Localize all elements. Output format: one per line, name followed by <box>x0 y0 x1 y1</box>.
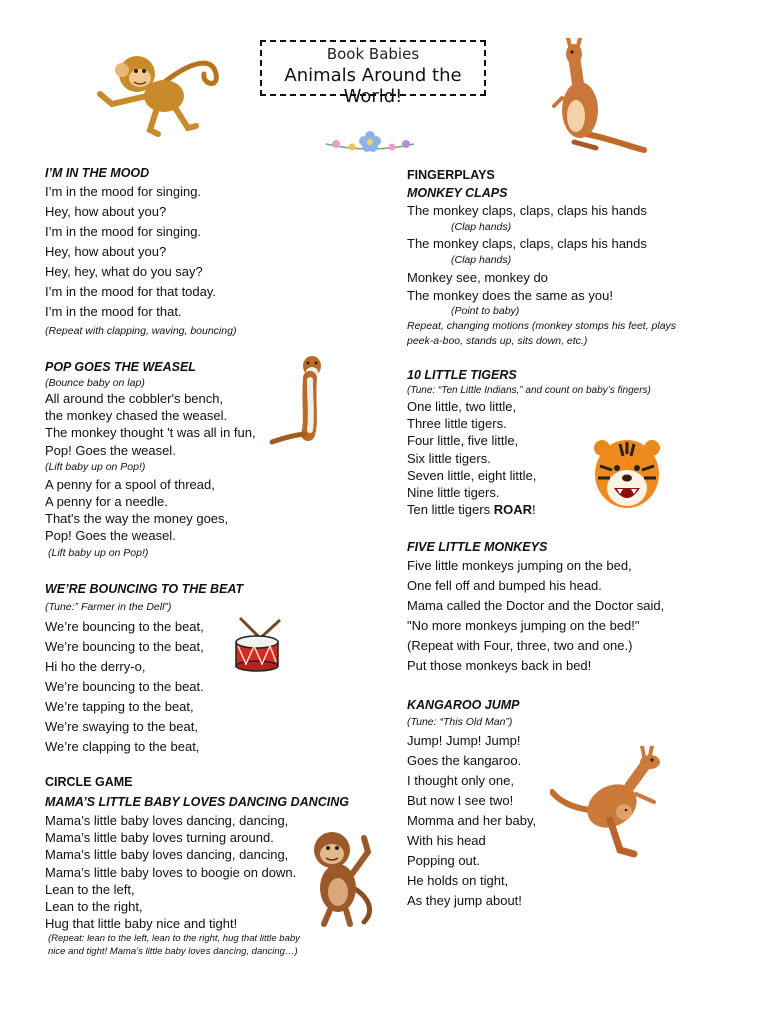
tigers-line: Four little, five little, <box>407 433 519 449</box>
claps-line: The monkey claps, claps, claps his hands <box>407 236 647 251</box>
claps-line: Monkey see, monkey do <box>407 270 548 285</box>
claps-note: (Clap hands) <box>451 254 512 266</box>
bouncing-line: We’re clapping to the beat, <box>45 739 200 754</box>
mood-line: I’m in the mood for that. <box>45 304 182 319</box>
monkeys-line: One fell off and bumped his head. <box>407 578 602 593</box>
kangaroo-icon <box>548 38 648 154</box>
bouncing-line: We’re bouncing to the beat, <box>45 619 204 634</box>
tigers-line: Seven little, eight little, <box>407 467 537 483</box>
circle-line: Mama’s little baby loves turning around. <box>45 830 274 846</box>
circle-line: Mama’s little baby loves to boogie on down. <box>45 864 297 880</box>
bouncing-line: Hi ho the derry-o, <box>45 659 146 674</box>
monkeys-line: Five little monkeys jumping on the bed, <box>407 558 632 573</box>
kangaroo-line: Momma and her baby, <box>407 813 537 828</box>
mood-title: I’M IN THE MOOD <box>45 166 150 180</box>
weasel-note: (Lift baby up on Pop!) <box>45 460 146 473</box>
monkey-icon <box>92 44 222 138</box>
circle-note: nice and tight! Mama’s little baby loves dancing, dancing…) <box>48 946 298 958</box>
flower-garland-icon <box>322 128 418 156</box>
weasel-line: Pop! Goes the weasel. <box>45 442 176 458</box>
tigers-last-text: Ten little tigers <box>407 502 494 518</box>
claps-note: (Clap hands) <box>451 221 512 233</box>
page-title: Animals Around the World! <box>284 65 462 107</box>
kangaroo-section <box>407 696 607 911</box>
tigers-line: Nine little tigers. <box>407 485 500 501</box>
weasel-line: Pop! Goes the weasel. <box>45 528 176 544</box>
bouncing-line: We’re tapping to the beat, <box>45 699 194 714</box>
tigers-last-bang: ! <box>531 502 536 518</box>
circle-section <box>45 772 365 958</box>
kangaroo-note: (Tune: “This Old Man”) <box>407 716 513 728</box>
weasel-line: All around the cobbler's bench, <box>45 391 224 406</box>
mood-line: Hey, how about you? <box>45 204 167 219</box>
weasel-title: POP GOES THE WEASEL <box>45 360 196 374</box>
weasel-line: The monkey thought 't was all in fun, <box>45 425 256 441</box>
mood-line: Hey, how about you? <box>45 244 167 259</box>
monkeys-line: (Repeat with Four, three, two and one.) <box>407 638 633 653</box>
weasel-line: A penny for a needle. <box>45 494 168 510</box>
title-box <box>260 40 486 107</box>
weasel-section <box>45 358 285 562</box>
tigers-line: Six little tigers. <box>407 450 491 466</box>
tigers-note: (Tune: “Ten Little Indians,” and count on baby’s fingers) <box>407 385 651 396</box>
bouncing-line: We’re bouncing to the beat. <box>45 679 204 694</box>
weasel-line: the monkey chased the weasel. <box>45 408 228 424</box>
kangaroo-title: KANGAROO JUMP <box>407 698 520 712</box>
kangaroo-line: Jump! Jump! Jump! <box>407 733 521 748</box>
tigers-title: 10 LITTLE TIGERS <box>407 368 517 382</box>
kangaroo-line: Popping out. <box>407 853 481 868</box>
mood-line: Hey, hey, what do you say? <box>45 264 203 279</box>
tigers-line: Three little tigers. <box>407 416 507 432</box>
bouncing-line: We’re bouncing to the beat, <box>45 639 204 654</box>
weasel-line: A penny for a spool of thread, <box>45 476 215 492</box>
tigers-line: One little, two little, <box>407 399 517 414</box>
monkeys-line: "No more monkeys jumping on the bed!" <box>407 618 640 633</box>
circle-line: Lean to the left, <box>45 881 135 897</box>
roar-text: ROAR <box>493 502 532 518</box>
circle-heading: CIRCLE GAME <box>45 775 133 789</box>
kangaroo-line: Goes the kangaroo. <box>407 753 522 768</box>
kangaroo-line: With his head <box>407 833 486 848</box>
bouncing-line: We’re swaying to the beat, <box>45 719 198 734</box>
tigers-section <box>407 366 707 518</box>
mood-line: I’m in the mood for singing. <box>45 184 202 199</box>
kangaroo-line: But now I see two! <box>407 793 514 808</box>
fingerplays-heading: FINGERPLAYS <box>407 168 495 182</box>
circle-line: Lean to the right, <box>45 899 143 915</box>
mood-line: I’m in the mood for that today. <box>45 284 217 299</box>
fingerplays-section <box>407 166 727 349</box>
weasel-note: (Bounce baby on lap) <box>45 377 145 389</box>
kangaroo-line: He holds on tight, <box>407 873 509 888</box>
claps-note: (Point to baby) <box>451 305 520 317</box>
subtitle: Book Babies <box>326 45 420 63</box>
claps-note: Repeat, changing motions (monkey stomps his feet, plays <box>407 320 677 332</box>
kangaroo-line: As they jump about! <box>407 893 522 908</box>
circle-line: Mama’s little baby loves dancing, dancing, <box>45 847 289 863</box>
circle-line: Mama’s little baby loves dancing, dancing, <box>45 813 289 828</box>
weasel-line: That's the way the money goes, <box>45 511 229 527</box>
claps-note: peek-a-boo, stands up, sits down, etc.) <box>407 335 588 347</box>
claps-line: The monkey claps, claps, claps his hands <box>407 203 647 218</box>
circle-note: (Repeat: lean to the left, lean to the right, hug that little baby <box>48 933 300 945</box>
bouncing-title: WE’RE BOUNCING TO THE BEAT <box>45 582 244 596</box>
circle-line: Hug that little baby nice and tight! <box>45 916 238 932</box>
left-column <box>45 164 365 340</box>
mood-line: I’m in the mood for singing. <box>45 224 202 239</box>
claps-line: The monkey does the same as you! <box>407 288 613 303</box>
mood-note: (Repeat with clapping, waving, bouncing) <box>45 325 237 337</box>
monkeys-section <box>407 538 727 676</box>
bouncing-note: (Tune:” Farmer in the Dell”) <box>45 601 172 613</box>
monkeys-line: Put those monkeys back in bed! <box>407 658 592 673</box>
circle-title: MAMA’S LITTLE BABY LOVES DANCING DANCING <box>45 795 349 809</box>
monkey-claps-title: MONKEY CLAPS <box>407 186 508 200</box>
kangaroo-line: I thought only one, <box>407 773 514 788</box>
weasel-note: (Lift baby up on Pop!) <box>48 546 149 559</box>
monkeys-line: Mama called the Doctor and the Doctor said, <box>407 598 665 613</box>
monkeys-title: FIVE LITTLE MONKEYS <box>407 540 548 554</box>
tigers-line-last <box>407 501 707 518</box>
bouncing-section <box>45 580 285 757</box>
